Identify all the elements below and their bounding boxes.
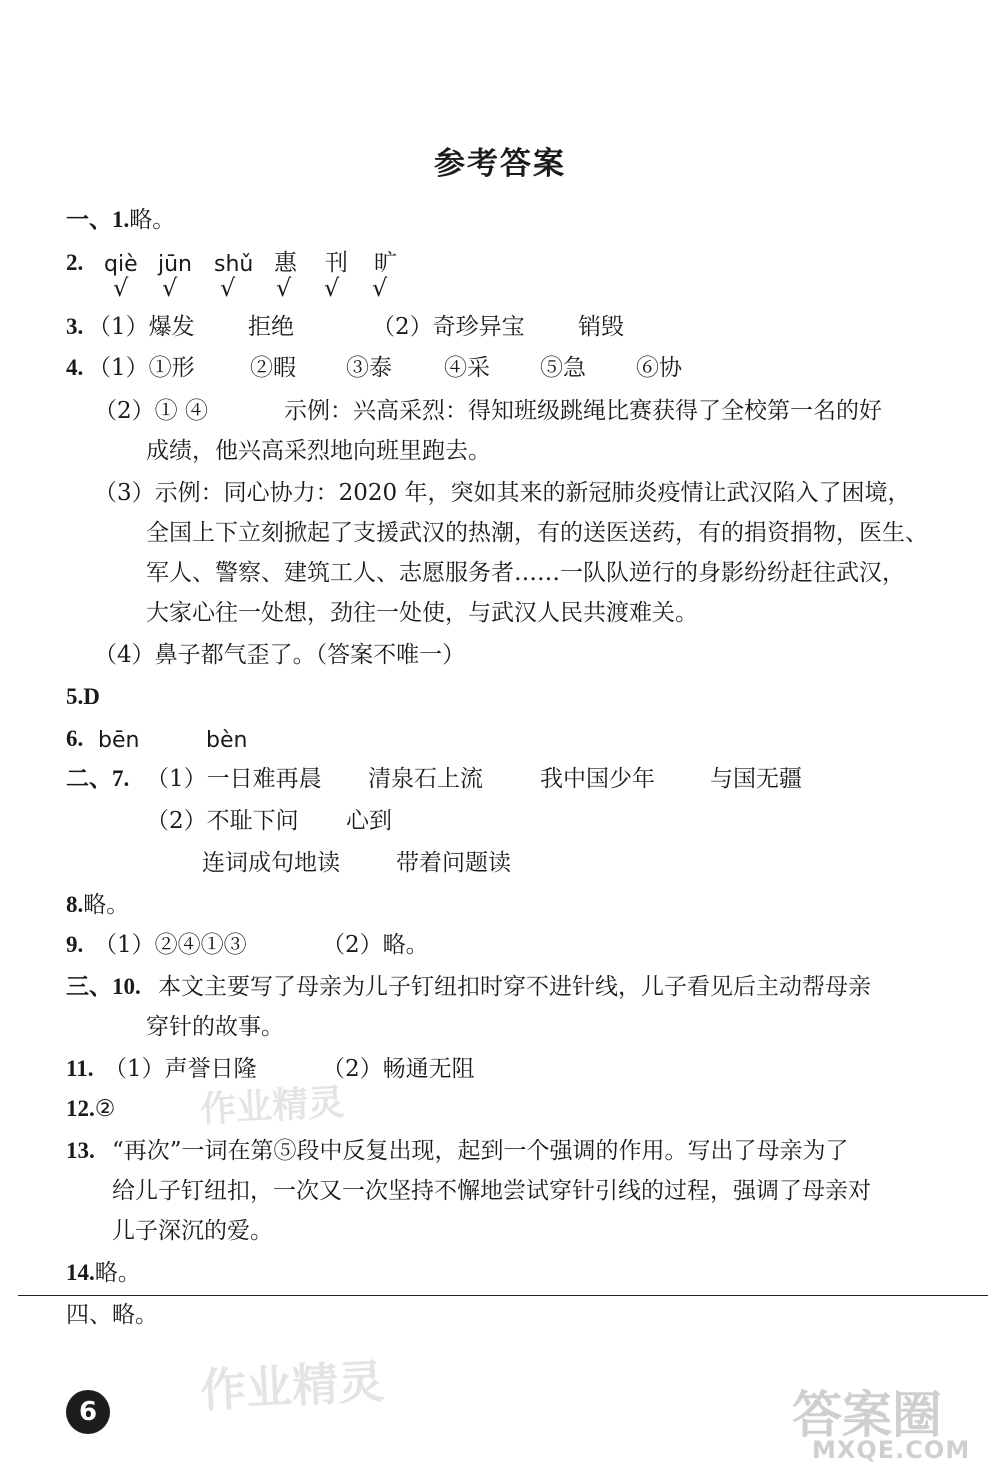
page-title: 参考答案 <box>434 146 566 182</box>
q4-1-c: ③泰 <box>346 355 392 381</box>
answer-q2 <box>66 248 83 278</box>
q4-3-line4: 大家心往一处想，劲往一处使，与武汉人民共渡难关。 <box>146 600 698 626</box>
q4-3-line3: 军人、警察、建筑工人、志愿服务者……一队队逆行的身影纷纷赶往武汉， <box>146 560 905 586</box>
q9-b: （2）略。 <box>322 932 429 958</box>
q12-text: ② <box>94 1096 116 1122</box>
q13-line2: 给儿子钉纽扣，一次又一次坚持不懈地尝试穿针引线的过程，强调了母亲对 <box>112 1178 871 1204</box>
q5-text: D <box>83 684 100 709</box>
q1-text: 略。 <box>129 207 176 233</box>
q7-2-c: 连词成句地读 <box>202 850 340 876</box>
q2-char-2: 刊 <box>325 250 348 276</box>
q2-char-1: 惠 <box>274 250 297 276</box>
q4-2-cont: 成绩，他兴高采烈地向班里跑去。 <box>146 438 491 464</box>
q12-label: 12. <box>66 1096 95 1121</box>
q13-line3: 儿子深沉的爱。 <box>112 1218 273 1244</box>
q7-1-d: 与国无疆 <box>710 766 802 792</box>
q2-label: 2. <box>66 250 84 275</box>
q4-3-line2: 全国上下立刻掀起了支援武汉的热潮，有的送医送药，有的捐资捐物，医生、 <box>146 520 928 546</box>
q2-char-3: 旷 <box>374 250 397 276</box>
watermark-site-logo: 答案圈 <box>792 1386 942 1444</box>
q9-label: 9. <box>66 932 84 957</box>
check-mark-4: √ <box>276 274 292 302</box>
q3-label: 3. <box>66 314 84 339</box>
q14-label: 14. <box>66 1260 95 1285</box>
q14-text: 略。 <box>94 1260 141 1286</box>
check-mark-2: √ <box>162 274 178 302</box>
q4-1-a: （1）①形 <box>88 355 195 381</box>
q7-1-b: 清泉石上流 <box>368 766 483 792</box>
page-number-badge: 6 <box>66 1390 110 1434</box>
divider-line <box>18 1295 988 1296</box>
q13-line1: “再次”一词在第⑤段中反复出现，起到一个强调的作用。写出了母亲为了 <box>112 1138 849 1164</box>
q4-2-b: 示例：兴高采烈：得知班级跳绳比赛获得了全校第一名的好 <box>284 398 882 424</box>
answer-q1 <box>66 205 175 235</box>
q2-pinyin-3: shǔ <box>214 252 254 277</box>
q7-2-b: 心到 <box>346 808 392 834</box>
q4-2-a: （2）① ④ <box>94 398 208 424</box>
q4-1-e: ⑤急 <box>540 355 586 381</box>
q7-2-d: 带着问题读 <box>396 850 511 876</box>
q6-label: 6. <box>66 726 84 751</box>
q9-a: （1）②④①③ <box>94 932 247 958</box>
q7-1-a: （1）一日难再晨 <box>146 766 322 792</box>
answer-q14 <box>66 1258 141 1288</box>
q4-label: 4. <box>66 355 84 380</box>
q1-label: 一、1. <box>66 207 130 232</box>
watermark-site-url: MXQE.COM <box>812 1436 971 1464</box>
check-mark-6: √ <box>372 274 388 302</box>
q3-answer-d: 销毁 <box>578 314 624 340</box>
q7-1-c: 我中国少年 <box>540 766 655 792</box>
check-mark-1: √ <box>113 274 129 302</box>
q8-label: 8. <box>66 892 84 917</box>
q3-answer-c: （2）奇珍异宝 <box>372 314 525 340</box>
q11-label: 11. <box>66 1056 94 1081</box>
q4-4: （4）鼻子都气歪了。（答案不唯一） <box>94 642 466 668</box>
q2-pinyin-1: qiè <box>104 252 138 277</box>
q10-line2: 穿针的故事。 <box>146 1014 284 1040</box>
q7-2-a: （2）不耻下问 <box>146 808 299 834</box>
q11-b: （2）畅通无阻 <box>322 1056 475 1082</box>
q10-line1: 本文主要写了母亲为儿子钉纽扣时穿不进针线，儿子看见后主动帮母亲 <box>158 974 871 1000</box>
q10-label: 三、10. <box>66 974 141 999</box>
answer-q8 <box>66 890 129 920</box>
watermark-bottom: 作业精灵 <box>198 1354 386 1418</box>
q3-answer-b: 拒绝 <box>248 314 294 340</box>
q7-label: 二、7. <box>66 766 130 791</box>
q4-3-line1: （3）示例：同心协力：2020 年，突如其来的新冠肺炎疫情让武汉陷入了困境， <box>94 480 911 506</box>
q4-1-d: ④采 <box>444 355 490 381</box>
q4-1-f: ⑥协 <box>636 355 682 381</box>
section4-answer: 四、略。 <box>66 1302 158 1328</box>
q2-pinyin-2: jūn <box>158 252 192 277</box>
check-mark-5: √ <box>324 274 340 302</box>
q4-1-b: ②暇 <box>250 355 296 381</box>
answer-q12 <box>66 1094 115 1124</box>
q5-label: 5. <box>66 684 84 709</box>
q13-label: 13. <box>66 1138 95 1163</box>
watermark-mid: 作业精灵 <box>199 1082 346 1131</box>
q3-answer-a: （1）爆发 <box>88 314 195 340</box>
q6-pinyin-2: bèn <box>206 728 248 753</box>
q11-a: （1）声誉日隆 <box>104 1056 257 1082</box>
answer-q5 <box>66 682 100 712</box>
check-mark-3: √ <box>220 274 236 302</box>
q6-pinyin-1: bēn <box>98 728 140 753</box>
q8-text: 略。 <box>83 892 130 918</box>
